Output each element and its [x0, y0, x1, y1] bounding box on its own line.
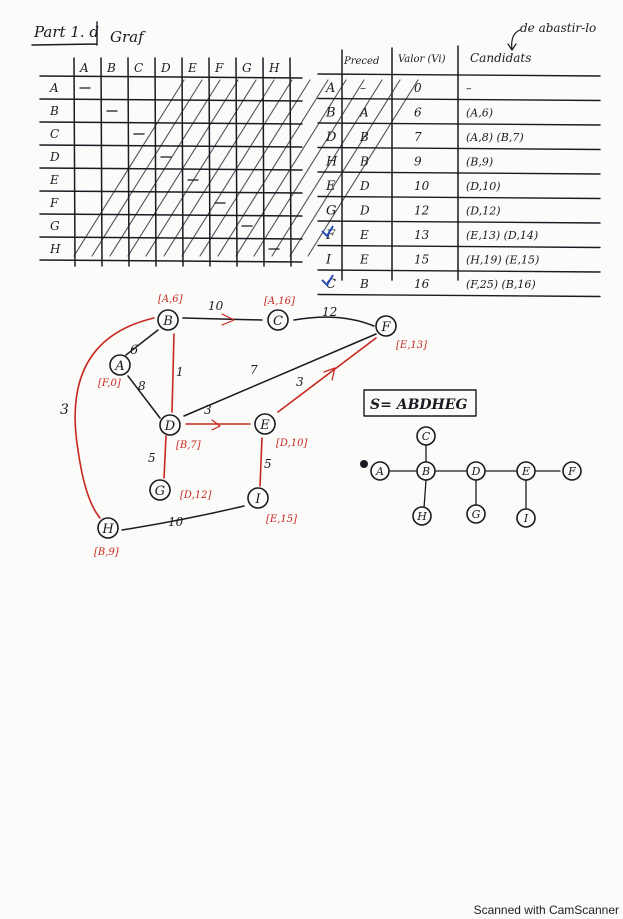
- row-candidats: (A,8) (B,7): [466, 131, 524, 144]
- row-preced: B: [360, 277, 369, 291]
- row-candidats: (A,6): [466, 106, 494, 120]
- grid-hline: [40, 168, 302, 170]
- tree-node-e: [517, 462, 535, 480]
- col-header-preced: Preced: [344, 56, 380, 67]
- table-hline: [318, 123, 600, 125]
- row-valor: 0: [414, 81, 422, 95]
- row-node: I: [326, 252, 332, 268]
- grid-vline: [155, 58, 156, 266]
- weight-cf: 12: [322, 305, 338, 319]
- row-valor: 9: [414, 154, 422, 169]
- table-row: [326, 204, 501, 219]
- tree-node-label: C: [421, 430, 431, 443]
- tree-node-label: A: [376, 465, 384, 478]
- node-tag: [B,7]: [176, 440, 201, 451]
- row-preced: –: [360, 81, 366, 95]
- graph-edges: [75, 314, 376, 530]
- grid-col-label: D: [161, 61, 171, 75]
- dijkstra-table: [318, 46, 600, 297]
- grid-vline: [263, 58, 264, 266]
- node-tag: [E,15]: [266, 514, 298, 525]
- row-valor: 10: [414, 179, 430, 193]
- weight-ef: 3: [296, 375, 304, 389]
- grid-row-label: H: [50, 242, 61, 256]
- grid-col-label: A: [80, 61, 89, 75]
- tree-node-label: I: [523, 512, 529, 525]
- node-label: E: [260, 418, 270, 433]
- grid-hatch: [254, 80, 364, 256]
- node-label: H: [102, 522, 114, 537]
- graph-nodes: [94, 294, 427, 558]
- table-row: [326, 277, 536, 292]
- grid-hatch: [164, 80, 274, 256]
- scanner-watermark: Scanned with CamScanner: [473, 903, 619, 917]
- table-hline: [318, 295, 600, 297]
- row-candidats: –: [466, 82, 472, 95]
- row-node: H: [326, 154, 338, 170]
- weight-bh: 3: [60, 402, 69, 418]
- tree-node-b: [417, 462, 435, 480]
- node-tag: [A,6]: [158, 294, 183, 305]
- table-hline: [318, 246, 600, 248]
- grid-hatch: [200, 80, 310, 256]
- tree-node-label: B: [421, 465, 431, 478]
- graph-node-h: [94, 518, 119, 558]
- grid-col-label: B: [107, 61, 116, 75]
- row-candidats: (D,12): [466, 204, 501, 218]
- row-candidats: (H,19) (E,15): [466, 253, 540, 267]
- grid-row-label: F: [50, 196, 59, 210]
- graph-node-a: [98, 355, 130, 389]
- note-text: de abastir-lo: [520, 21, 597, 35]
- table-row: [325, 228, 538, 243]
- node-tag: [D,12]: [180, 490, 212, 501]
- grid-col-label: H: [269, 61, 280, 75]
- grid-col-label: F: [215, 61, 224, 75]
- row-preced: D: [360, 179, 370, 193]
- row-valor: 7: [414, 130, 422, 144]
- graph-node-f: [376, 316, 427, 351]
- row-valor: 6: [414, 105, 422, 120]
- weight-fd: 7: [250, 363, 258, 377]
- weight-ei: 5: [264, 457, 272, 471]
- tree-node-label: F: [568, 465, 576, 478]
- tree-node-label: D: [471, 465, 481, 478]
- graph-node-g: [150, 480, 211, 501]
- row-preced: B: [360, 130, 369, 144]
- table-hline: [318, 197, 600, 199]
- grid-hatch: [290, 80, 400, 256]
- grid-hatch: [218, 80, 328, 256]
- grid-vline: [209, 58, 210, 266]
- row-node: A: [326, 81, 336, 96]
- grid-hline: [40, 191, 302, 193]
- tree-node-f: [563, 462, 581, 480]
- tree-node-i: [517, 509, 535, 527]
- table-row: [325, 106, 493, 121]
- part-title: Part 1. d: [34, 23, 100, 41]
- grid-row-label: B: [50, 104, 59, 118]
- grid-row-label: D: [50, 150, 60, 164]
- row-candidats: (D,10): [466, 180, 501, 193]
- table-row: [325, 155, 493, 170]
- table-hline: [318, 99, 600, 101]
- tree-node-label: G: [471, 508, 481, 521]
- row-candidats: (E,13) (D,14): [466, 229, 539, 242]
- node-label: I: [255, 492, 261, 507]
- row-valor: 15: [414, 252, 430, 267]
- table-hline: [318, 221, 600, 223]
- col-header-candidats: Candidats: [470, 51, 532, 65]
- weight-dg: 5: [148, 451, 156, 465]
- row-node: E: [326, 179, 336, 194]
- row-candidats: (B,9): [466, 155, 494, 169]
- tree-node-g: [467, 505, 485, 523]
- tree-node-label: H: [417, 510, 427, 523]
- weight-hi: 10: [168, 515, 184, 529]
- row-node: G: [326, 203, 337, 219]
- row-node: C: [326, 277, 336, 292]
- grid-row-label: C: [50, 127, 60, 141]
- node-label: F: [381, 320, 391, 335]
- grid-row-label: E: [50, 173, 59, 187]
- weight-ab: 6: [130, 343, 139, 358]
- row-valor: 16: [414, 277, 430, 291]
- row-candidats: (F,25) (B,16): [466, 278, 536, 291]
- weight-bc: 10: [208, 299, 224, 313]
- grid-hatch: [146, 80, 256, 256]
- weight-ad: 8: [138, 379, 146, 393]
- grid-col-label: C: [134, 61, 144, 75]
- row-preced: D: [360, 203, 370, 218]
- node-tag: [E,13]: [396, 340, 428, 351]
- grid-hline: [40, 237, 302, 239]
- grid-col-label: E: [188, 61, 197, 75]
- node-label: B: [163, 314, 173, 329]
- node-label: A: [115, 359, 125, 374]
- table-hline: [318, 172, 600, 174]
- grid-hline: [40, 260, 302, 262]
- row-valor: 13: [414, 228, 430, 242]
- tree-node-d: [467, 462, 485, 480]
- row-valor: 12: [414, 203, 430, 218]
- tree-node-h: [413, 507, 431, 525]
- grid-vline: [236, 58, 237, 266]
- graph-node-i: [248, 488, 297, 525]
- node-tag: [B,9]: [94, 547, 119, 558]
- solution-set: S= ABDHEG: [370, 397, 468, 413]
- grid-vline: [290, 58, 291, 266]
- row-preced: A: [360, 105, 369, 120]
- row-preced: E: [360, 252, 369, 267]
- row-node: D: [326, 130, 337, 145]
- grid-col-label: G: [242, 61, 252, 75]
- table-hline: [318, 270, 600, 272]
- node-label: D: [164, 419, 176, 434]
- start-mark: [360, 460, 368, 468]
- table-hline: [318, 148, 600, 150]
- graph-node-c: [264, 296, 295, 330]
- tree-node-c: [417, 427, 435, 445]
- grid-row-label: A: [50, 81, 59, 95]
- note-arrow: [508, 30, 520, 50]
- tree-node-a: [371, 462, 389, 480]
- node-tag: [F,0]: [98, 378, 121, 389]
- grid-vline: [74, 58, 75, 266]
- node-label: C: [273, 314, 283, 329]
- tree-node-label: E: [521, 465, 531, 478]
- table-row: [325, 130, 524, 145]
- node-tag: [D,10]: [276, 438, 308, 449]
- row-preced: E: [360, 228, 369, 242]
- grid-row-label: G: [50, 219, 60, 233]
- grid-vline: [182, 58, 183, 266]
- graf-label: Graf: [110, 28, 144, 46]
- node-tag: [A,16]: [264, 296, 295, 307]
- table-hline: [318, 74, 600, 76]
- row-node: B: [326, 105, 336, 121]
- weight-de: 3: [204, 403, 212, 417]
- grid-vline: [128, 58, 129, 266]
- table-row: [325, 253, 539, 268]
- row-preced: B: [360, 154, 369, 169]
- row-node: F: [326, 228, 336, 243]
- graph-node-e: [255, 414, 307, 449]
- col-header-valor: Valor (Vi): [398, 54, 446, 65]
- solution-tree-nodes: [371, 427, 581, 527]
- weight-bd: 1: [176, 365, 184, 379]
- node-label: G: [154, 484, 166, 499]
- grid-vline: [101, 58, 102, 266]
- graph-node-b: [158, 294, 183, 330]
